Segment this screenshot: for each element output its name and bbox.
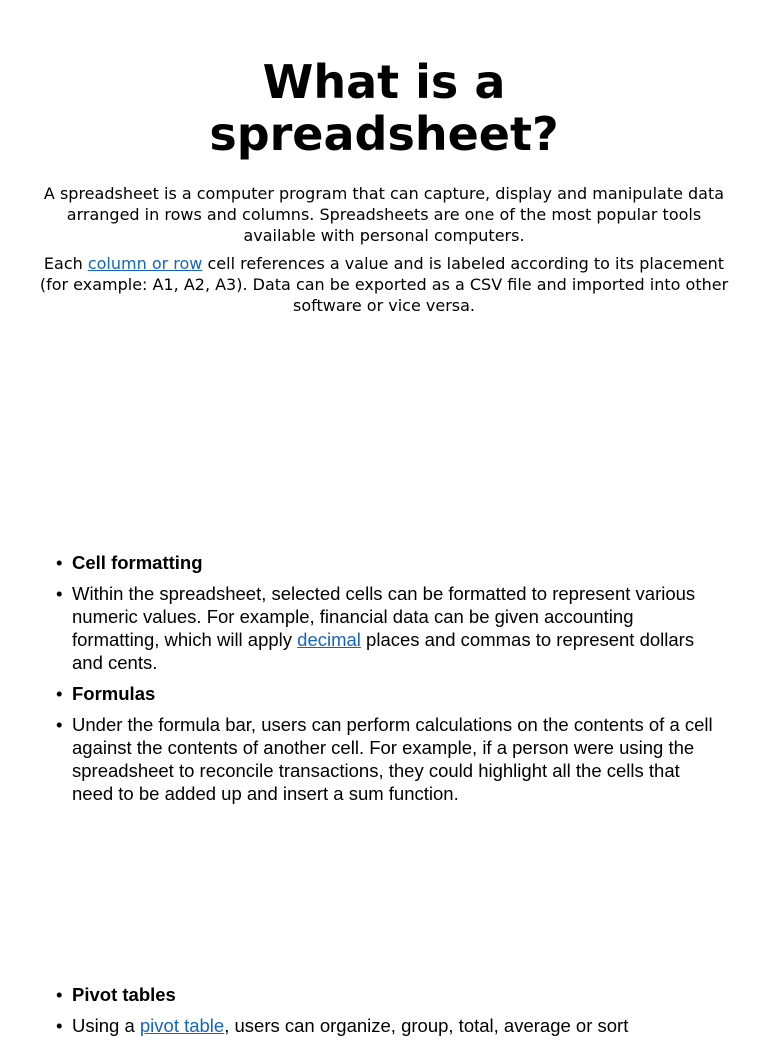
intro-paragraph-2 bbox=[34, 253, 734, 316]
decimal-link[interactable]: decimal bbox=[297, 629, 361, 650]
column-or-row-link[interactable]: column or row bbox=[87, 254, 203, 273]
heading-formulas: Formulas bbox=[72, 683, 156, 704]
bullet-icon: • bbox=[56, 552, 63, 573]
intro-text-after-link: cell references a value and is labeled according to its placement (for example: A1, A2, A3). Data can be exported as a CSV file and imported into other software or vice versa. bbox=[39, 254, 729, 315]
cell-formatting-description bbox=[72, 583, 695, 673]
slide-title bbox=[0, 56, 768, 160]
list-item-pivot-tables-desc bbox=[56, 1014, 716, 1037]
bullet-icon: • bbox=[56, 683, 63, 704]
pivot-text-after-link: , users can organize, group, total, average or sort bbox=[224, 1015, 629, 1036]
heading-cell-formatting: Cell formatting bbox=[72, 552, 203, 573]
feature-list-2 bbox=[56, 983, 716, 1045]
list-item-cell-formatting bbox=[56, 551, 716, 574]
intro-paragraph-1: A spreadsheet is a computer program that can capture, display and manipulate data arranged in rows and columns. Spreadsheets are one of the most popular tools available with personal computers. bbox=[43, 184, 725, 245]
formulas-description: Under the formula bar, users can perform calculations on the contents of a cell against the contents of another cell. For example, if a person were using the spreadsheet to reconcile transactions, they could highlight all the cells that need to be added up and insert a sum function. bbox=[72, 714, 713, 804]
bullet-icon: • bbox=[56, 714, 63, 735]
list-item-formulas bbox=[56, 682, 716, 705]
pivot-text-before-link: Using a bbox=[72, 1015, 140, 1036]
pivot-table-link[interactable]: pivot table bbox=[139, 1015, 225, 1036]
cell-formatting-text-after-link: places and commas to represent dollars and cents. bbox=[72, 629, 695, 673]
cell-formatting-text-before-link: Within the spreadsheet, selected cells can be formatted to represent various numeric values. For example, financial data can be given accounting formatting, which will apply bbox=[72, 583, 696, 650]
pivot-tables-description bbox=[72, 1015, 628, 1036]
list-item-pivot-tables bbox=[56, 983, 716, 1006]
title-line-1: What is a bbox=[262, 55, 506, 109]
list-item-cell-formatting-desc bbox=[56, 582, 716, 674]
bullet-icon: • bbox=[56, 1015, 63, 1036]
list-item-formulas-desc bbox=[56, 713, 716, 805]
title-line-2: spreadsheet? bbox=[209, 107, 559, 161]
heading-pivot-tables: Pivot tables bbox=[72, 984, 176, 1005]
bullet-icon: • bbox=[56, 984, 63, 1005]
feature-list-1 bbox=[56, 551, 716, 813]
intro-text-before-link: Each bbox=[43, 254, 88, 273]
bullet-icon: • bbox=[56, 583, 63, 604]
